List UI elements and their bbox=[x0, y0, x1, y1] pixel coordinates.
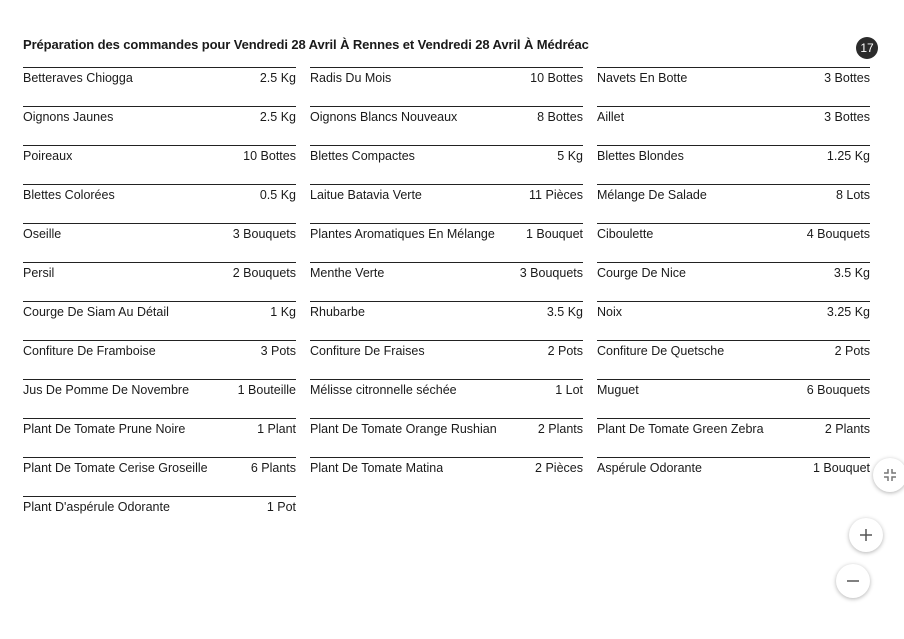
plus-icon bbox=[859, 528, 873, 542]
product-quantity: 1 Bouquet bbox=[813, 461, 870, 475]
product-quantity: 5 Kg bbox=[557, 149, 583, 163]
order-column-2 bbox=[310, 67, 583, 496]
product-quantity: 10 Bottes bbox=[530, 71, 583, 85]
order-row bbox=[597, 223, 870, 262]
order-row bbox=[23, 67, 296, 106]
product-quantity: 2 Plants bbox=[537, 422, 583, 436]
product-name: Laitue Batavia Verte bbox=[310, 188, 422, 202]
product-name: Mélisse citronnelle séchée bbox=[310, 383, 457, 397]
order-row bbox=[23, 223, 296, 262]
collapse-arrows-icon bbox=[883, 468, 897, 482]
product-quantity: 1.25 Kg bbox=[826, 149, 870, 163]
order-row bbox=[23, 301, 296, 340]
product-name: Aspérule Odorante bbox=[597, 461, 702, 475]
product-quantity: 3 Bouquets bbox=[519, 266, 583, 280]
product-quantity: 10 Bottes bbox=[243, 149, 296, 163]
order-row bbox=[597, 418, 870, 457]
order-row bbox=[310, 145, 583, 184]
order-row bbox=[310, 106, 583, 145]
product-name: Confiture De Quetsche bbox=[597, 344, 725, 358]
zoom-in-button[interactable] bbox=[849, 518, 883, 552]
product-quantity: 1 Bouteille bbox=[237, 383, 296, 397]
product-quantity: 8 Lots bbox=[835, 188, 870, 202]
order-row bbox=[597, 106, 870, 145]
product-quantity: 11 Pièces bbox=[529, 188, 583, 202]
order-row bbox=[310, 184, 583, 223]
order-column-3 bbox=[597, 67, 870, 496]
product-quantity: 6 Bouquets bbox=[806, 383, 870, 397]
product-name: Blettes Colorées bbox=[23, 188, 115, 202]
product-name: Menthe Verte bbox=[310, 266, 385, 280]
minus-icon bbox=[846, 574, 860, 588]
product-name: Plant De Tomate Prune Noire bbox=[23, 422, 186, 436]
product-name: Radis Du Mois bbox=[310, 71, 392, 85]
product-name: Oseille bbox=[23, 227, 62, 241]
order-row bbox=[23, 496, 296, 535]
order-row bbox=[597, 145, 870, 184]
order-row bbox=[23, 340, 296, 379]
order-row bbox=[310, 340, 583, 379]
product-quantity: 2.5 Kg bbox=[259, 110, 296, 124]
order-row bbox=[597, 457, 870, 496]
order-column-1 bbox=[23, 67, 296, 535]
order-row bbox=[310, 262, 583, 301]
order-row bbox=[310, 379, 583, 418]
order-row bbox=[310, 457, 583, 496]
order-row bbox=[597, 67, 870, 106]
page-number-badge: 17 bbox=[856, 37, 878, 59]
product-quantity: 0.5 Kg bbox=[259, 188, 296, 202]
product-name: Oignons Blancs Nouveaux bbox=[310, 110, 458, 124]
product-quantity: 3.25 Kg bbox=[826, 305, 870, 319]
product-quantity: 3 Bottes bbox=[824, 71, 870, 85]
product-quantity: 8 Bottes bbox=[537, 110, 583, 124]
product-name: Rhubarbe bbox=[310, 305, 365, 319]
page-title: Préparation des commandes pour Vendredi 28 Avril À Rennes et Vendredi 28 Avril À Médréac bbox=[23, 37, 589, 52]
product-name: Confiture De Fraises bbox=[310, 344, 425, 358]
product-name: Plant D'aspérule Odorante bbox=[23, 500, 170, 514]
product-name: Jus De Pomme De Novembre bbox=[23, 383, 190, 397]
order-row bbox=[597, 379, 870, 418]
order-row bbox=[597, 301, 870, 340]
product-name: Navets En Botte bbox=[597, 71, 688, 85]
product-quantity: 3.5 Kg bbox=[833, 266, 870, 280]
order-row bbox=[597, 262, 870, 301]
product-name: Plant De Tomate Matina bbox=[310, 461, 444, 475]
product-quantity: 2 Pièces bbox=[535, 461, 583, 475]
product-name: Plant De Tomate Cerise Groseille bbox=[23, 461, 208, 475]
collapse-button[interactable] bbox=[873, 458, 904, 492]
product-quantity: 1 Pot bbox=[266, 500, 296, 514]
product-quantity: 2.5 Kg bbox=[259, 71, 296, 85]
product-name: Ciboulette bbox=[597, 227, 654, 241]
order-row bbox=[23, 418, 296, 457]
product-quantity: 1 Lot bbox=[555, 383, 583, 397]
order-row bbox=[23, 106, 296, 145]
product-quantity: 3.5 Kg bbox=[546, 305, 583, 319]
product-quantity: 2 Pots bbox=[547, 344, 583, 358]
product-name: Courge De Siam Au Détail bbox=[23, 305, 169, 319]
product-quantity: 1 Kg bbox=[270, 305, 296, 319]
product-name: Noix bbox=[597, 305, 623, 319]
order-row bbox=[310, 67, 583, 106]
product-quantity: 2 Pots bbox=[834, 344, 870, 358]
product-name: Courge De Nice bbox=[597, 266, 686, 280]
product-quantity: 2 Plants bbox=[824, 422, 870, 436]
product-name: Aillet bbox=[597, 110, 625, 124]
order-row bbox=[310, 223, 583, 262]
product-quantity: 1 Bouquet bbox=[526, 227, 583, 241]
product-name: Blettes Blondes bbox=[597, 149, 684, 163]
product-name: Confiture De Framboise bbox=[23, 344, 156, 358]
zoom-out-button[interactable] bbox=[836, 564, 870, 598]
product-quantity: 4 Bouquets bbox=[806, 227, 870, 241]
product-name: Oignons Jaunes bbox=[23, 110, 114, 124]
product-name: Persil bbox=[23, 266, 55, 280]
order-row bbox=[23, 457, 296, 496]
order-row bbox=[310, 301, 583, 340]
product-name: Blettes Compactes bbox=[310, 149, 415, 163]
product-name: Plantes Aromatiques En Mélange bbox=[310, 227, 495, 241]
product-name: Mélange De Salade bbox=[597, 188, 707, 202]
order-row bbox=[23, 145, 296, 184]
product-quantity: 6 Plants bbox=[250, 461, 296, 475]
product-name: Plant De Tomate Green Zebra bbox=[597, 422, 764, 436]
order-row bbox=[23, 379, 296, 418]
product-name: Muguet bbox=[597, 383, 639, 397]
product-name: Poireaux bbox=[23, 149, 73, 163]
product-quantity: 1 Plant bbox=[257, 422, 296, 436]
order-row bbox=[23, 262, 296, 301]
product-quantity: 3 Bouquets bbox=[232, 227, 296, 241]
product-quantity: 2 Bouquets bbox=[232, 266, 296, 280]
product-name: Plant De Tomate Orange Rushian bbox=[310, 422, 497, 436]
product-name: Betteraves Chiogga bbox=[23, 71, 133, 85]
order-row bbox=[310, 418, 583, 457]
product-quantity: 3 Pots bbox=[260, 344, 296, 358]
product-quantity: 3 Bottes bbox=[824, 110, 870, 124]
order-row bbox=[597, 184, 870, 223]
order-row bbox=[597, 340, 870, 379]
order-row bbox=[23, 184, 296, 223]
